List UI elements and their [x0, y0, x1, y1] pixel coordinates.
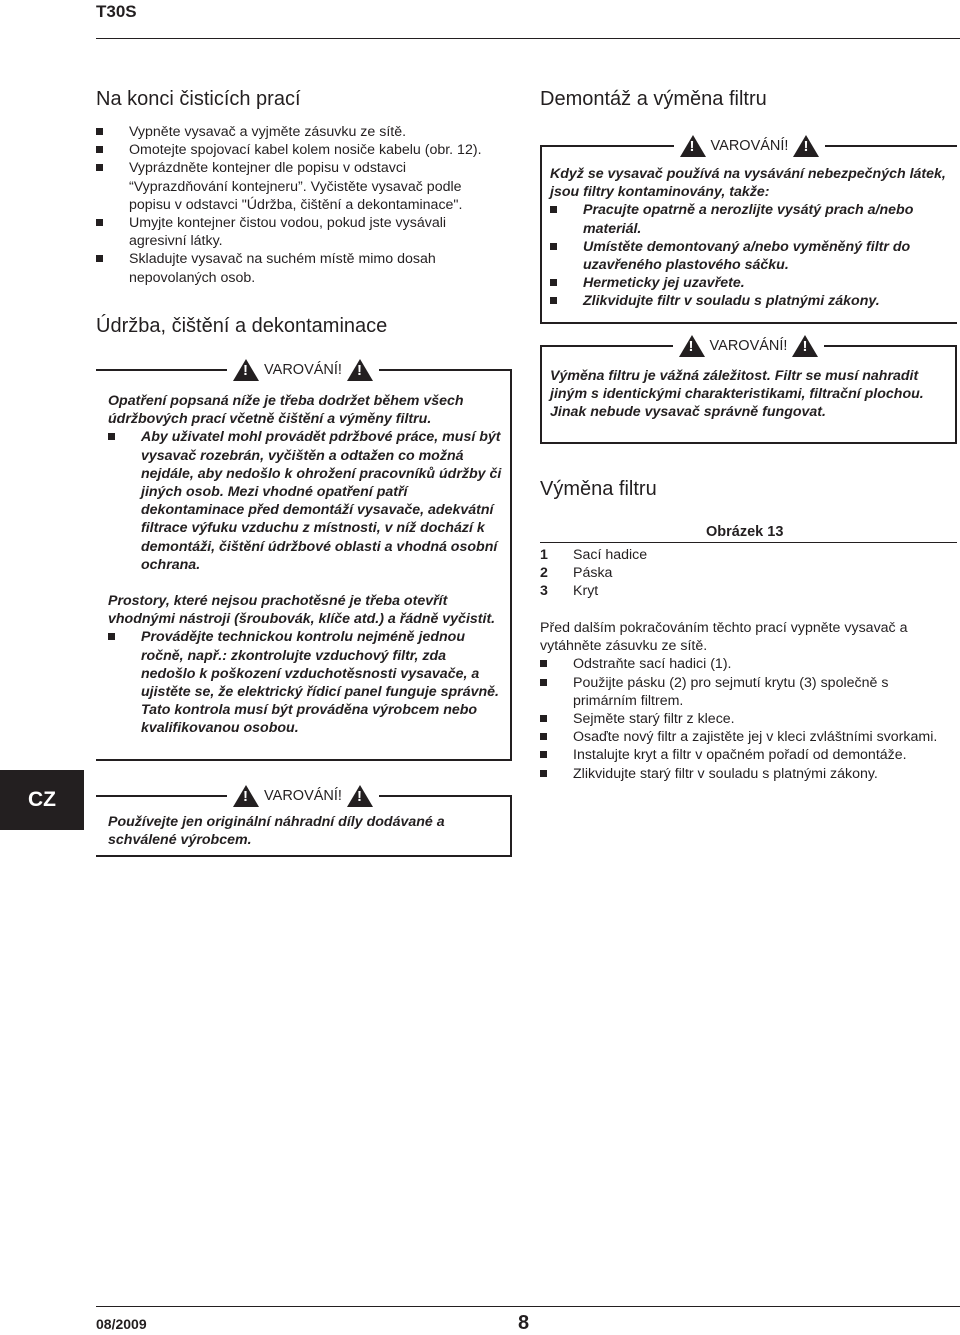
warning-box-maintenance [96, 362, 512, 761]
warning-icon [233, 785, 259, 807]
steps-intro: Před dalším pokračováním těchto prací vypněte vysavač a vytáhněte zásuvku ze sítě. [540, 620, 908, 655]
warning-item: Aby uživatel mohl provádět pdržbové práce, musí být vysavač rozebrán, vyčištěn a odtažen co možná nejdále, aby nedošlo k ohrožení pracovníků údržby či jiných osob. Mezi vhodné opatření patří dekontaminace před demontáží vysavače, adekvátní filtrace výfuku vzduchu z místnosti, v níž dochází k demontáži, čištění údržbové oblasti a vhodná osobní ochrana. [108, 428, 503, 574]
warning-item: Provádějte technickou kontrolu nejméně jednou ročně, např.: zkontrolujte vzduchový filtr, zda nedošlo k poškození vzduchotěsnosti vysavače, a ujistěte se, že elektrický řídicí panel funguje správně. Tato kontrola musí být prováděna výrobcem nebo kvalifikovanou osobou. [108, 628, 503, 737]
warning-box-spare-parts [96, 788, 512, 857]
warning-content [108, 392, 503, 738]
warning-box-filter-replacement [540, 338, 957, 444]
warning-icon [793, 135, 819, 157]
warning-label: VAROVÁNÍ! [264, 788, 342, 804]
step-item: Instalujte kryt a filtr v opačném pořadí od demontáže. [540, 746, 940, 764]
list-item: Vyprázdněte kontejner dle popisu v odstavci “Vyprazdňování kontejneru”. Vyčistěte vysavač podle popisu v odstavci "Údržba, čištění a dekontaminace". [96, 159, 506, 214]
part-label: Páska [573, 565, 613, 582]
list-item: Omotejte spojovací kabel kolem nosiče kabelu (obr. 12). [96, 141, 506, 159]
footer-rule [96, 1306, 960, 1307]
figure-rule [540, 542, 957, 543]
part-row [540, 546, 840, 564]
warning-label: VAROVÁNÍ! [709, 338, 788, 354]
step-item: Odstraňte sací hadici (1). [540, 655, 940, 673]
part-label: Sací hadice [573, 547, 648, 563]
warning-text: Výměna filtru je vážná záležitost. Filtr se musí nahradit jiným s identickými charakteristikami, filtrační plochou. [550, 368, 924, 403]
model-name: T30S [96, 2, 137, 21]
part-number: 3 [540, 583, 548, 600]
warning-item: Hermeticky jej uzavřete. [550, 274, 955, 292]
end-of-cleaning-list [96, 123, 506, 287]
part-row [540, 564, 840, 582]
warning-content [550, 367, 950, 422]
warning-paragraph: Prostory, které nejsou prachotěsné je třeba otevřít vhodnými nástroji (šroubovák, klíče atd.) a řádně vyčistit. [108, 593, 496, 628]
warning-item: Umístěte demontovaný a/nebo vyměněný filtr do uzavřeného plastového sáčku. [550, 238, 955, 274]
part-label: Kryt [573, 583, 599, 600]
warning-text: Používejte jen originální náhradní díly dodávané a schválené výrobcem. [108, 814, 445, 849]
warning-icon [792, 335, 818, 357]
parts-list [540, 546, 840, 601]
step-item: Použijte pásku (2) pro sejmutí krytu (3) společně s primárním filtrem. [540, 674, 940, 710]
filter-replacement-steps [540, 619, 940, 783]
section-title-maintenance: Údržba, čištění a dekontaminace [96, 315, 388, 337]
section-title-filter-replacement: Výměna filtru [540, 478, 657, 500]
warning-label: VAROVÁNÍ! [710, 138, 789, 154]
step-item: Sejměte starý filtr z klece. [540, 710, 940, 728]
list-item: Vypněte vysavač a vyjměte zásuvku ze sítě. [96, 123, 506, 141]
warning-intro: Když se vysavač používá na vysávání nebezpečných látek, jsou filtry kontaminovány, takže: [550, 166, 946, 201]
footer-date: 08/2009 [96, 1316, 147, 1332]
warning-item: Pracujte opatrně a nerozlijte vysátý prach a/nebo materiál. [550, 201, 955, 237]
step-item: Osaďte nový filtr a zajistěte jej v kleci zvláštními svorkami. [540, 728, 940, 746]
figure-title: Obrázek 13 [706, 524, 784, 540]
part-row [540, 582, 840, 600]
warning-icon [233, 359, 259, 381]
warning-icon [680, 135, 706, 157]
part-number: 1 [540, 547, 548, 563]
language-tab: CZ [0, 770, 84, 830]
page-number: 8 [518, 1312, 530, 1334]
warning-icon [679, 335, 705, 357]
warning-text-2: Jinak nebude vysavač správně fungovat. [550, 404, 826, 421]
warning-icon [347, 785, 373, 807]
section-title-end-of-cleaning: Na konci čisticích prací [96, 88, 301, 110]
warning-icon [347, 359, 373, 381]
warning-box-filter-removal [540, 138, 957, 324]
part-number: 2 [540, 565, 548, 582]
section-title-filter-removal: Demontáž a výměna filtru [540, 88, 767, 110]
warning-content [550, 165, 955, 311]
warning-intro: Opatření popsaná níže je třeba dodržet během všech údržbových prací včetně čištění a výměny filtru. [108, 393, 464, 428]
header-rule [96, 38, 960, 39]
warning-label: VAROVÁNÍ! [264, 362, 342, 378]
step-item: Zlikvidujte starý filtr v souladu s platnými zákony. [540, 765, 940, 783]
warning-item: Zlikvidujte filtr v souladu s platnými zákony. [550, 292, 955, 310]
list-item: Umyjte kontejner čistou vodou, pokud jste vysávali agresivní látky. [96, 214, 506, 250]
list-item: Skladujte vysavač na suchém místě mimo dosah nepovolaných osob. [96, 250, 506, 286]
